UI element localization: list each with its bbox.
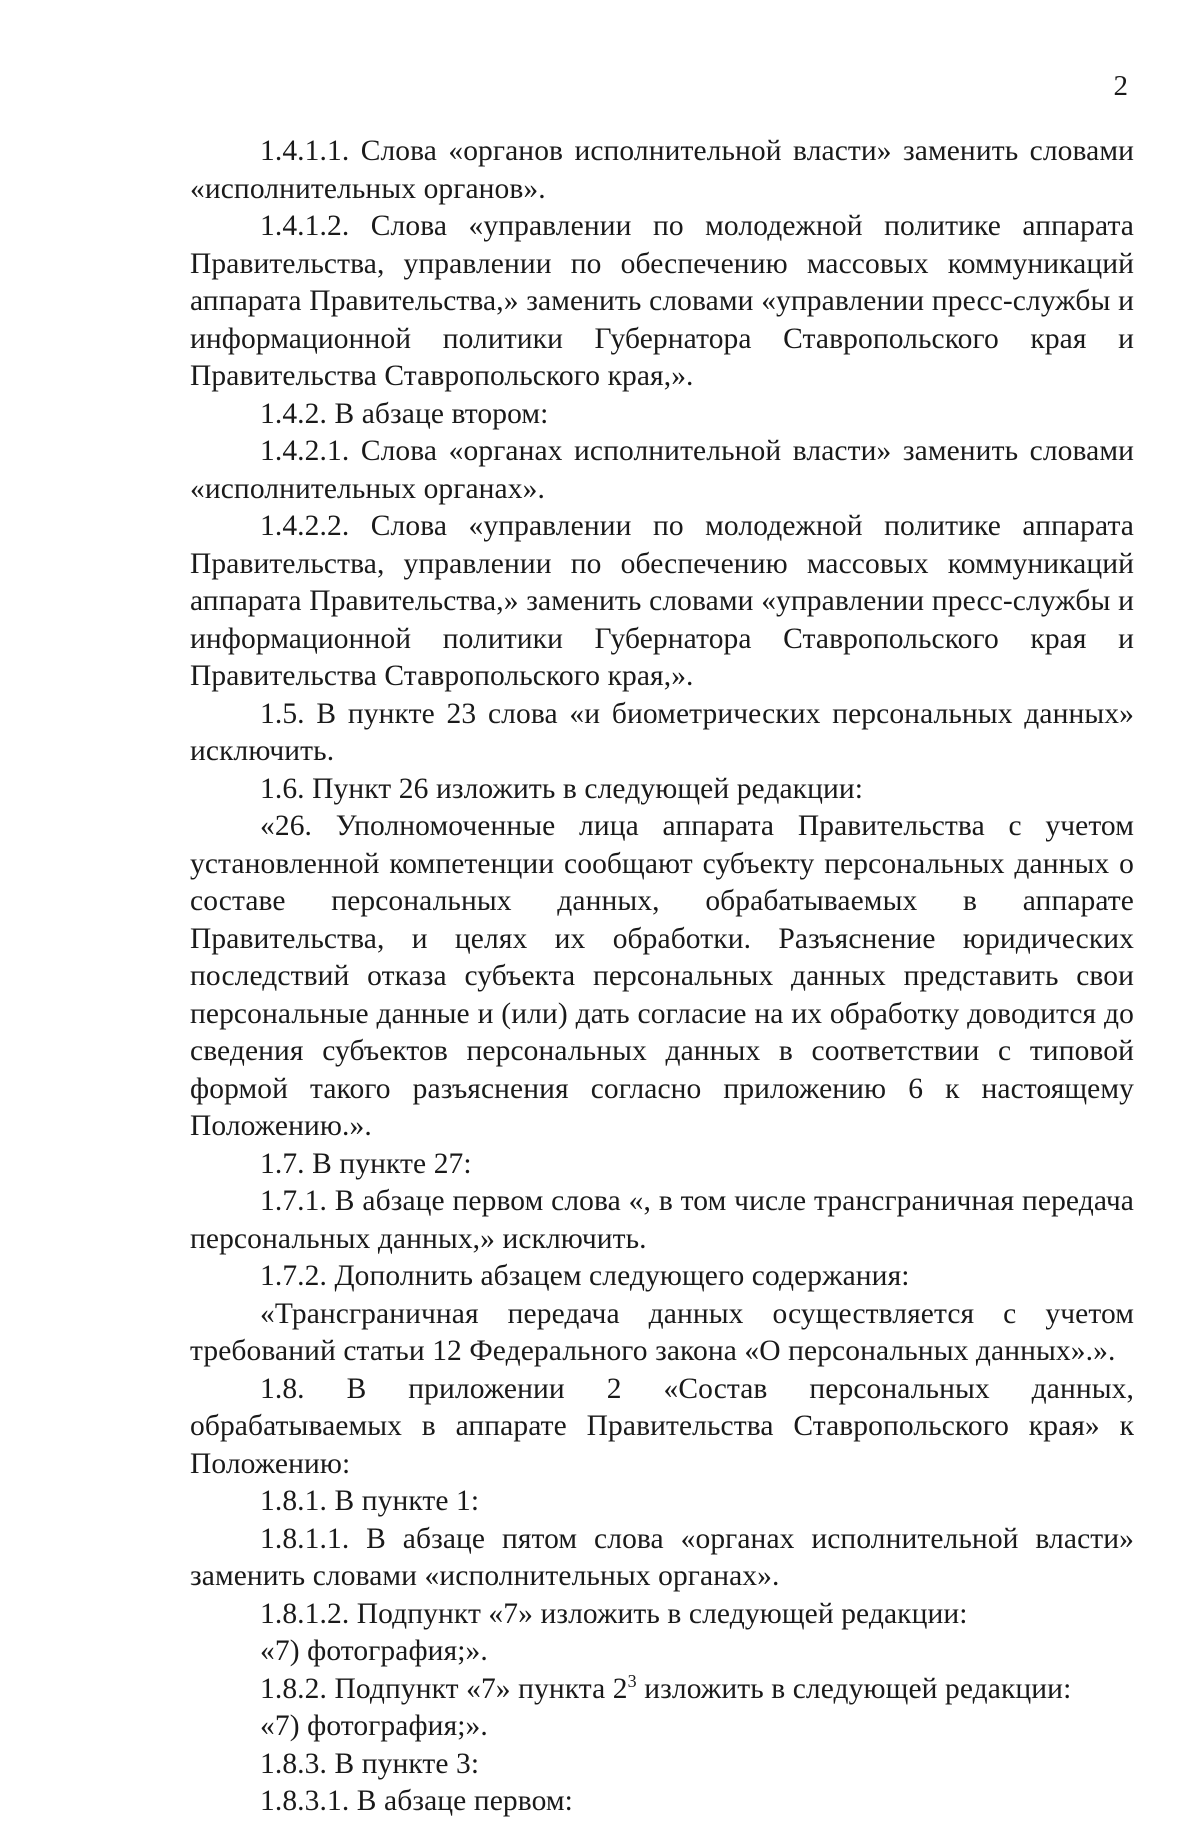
paragraph-1-4-1-1: 1.4.1.1. Слова «органов исполнительной власти» заменить словами «исполнительных органов». <box>190 135 1134 205</box>
paragraph-1-7-1: 1.7.1. В абзаце первом слова «, в том числе трансграничная передача персональных данных,» исключить. <box>190 1185 1134 1255</box>
page-number: 2 <box>1113 70 1128 102</box>
paragraph-1-8-3-1: 1.8.3.1. В абзаце первом: <box>260 1785 573 1817</box>
paragraph-1-8-1: 1.8.1. В пункте 1: <box>260 1485 480 1517</box>
document-body <box>190 133 1134 1821</box>
paragraph-1-8-3: 1.8.3. В пункте 3: <box>260 1747 480 1780</box>
paragraph-1-7-2: 1.7.2. Дополнить абзацем следующего содержания: <box>260 1260 910 1292</box>
paragraph-1-4-2-2: 1.4.2.2. Слова «управлении по молодежной политике аппарата Правительства, управлении по обеспечению массовых коммуникаций аппарата Правительства,» заменить словами «управлении пресс-службы и информационной политики Губернатора Ставропольского края и Правительства Ставропольского края,». <box>190 510 1134 692</box>
paragraph-1-8: 1.8. В приложении 2 «Состав персональных данных, обрабатываемых в аппарате Правительства Ставропольского края» к Положению: <box>190 1372 1134 1480</box>
paragraph-photo-quote-1: «7) фотография;». <box>260 1635 488 1667</box>
paragraph-1-4-2: 1.4.2. В абзаце втором: <box>260 397 549 430</box>
paragraph-1-8-2-text-before: 1.8.2. Подпункт «7» пункта 2 <box>260 1672 628 1705</box>
paragraph-1-8-2-text-after: изложить в следующей редакции: <box>636 1672 1072 1705</box>
paragraph-26-quote: «26. Уполномоченные лица аппарата Правительства с учетом установленной компетенции сообщают субъекту персональных данных о составе персональных данных, обрабатываемых в аппарате Правительства, и целях их обработки. Разъяснение юридических последствий отказа субъекта персональных данных представить свои персональные данные и (или) дать согласие на их обработку доводится до сведения субъектов персональных данных в соответствии с типовой формой такого разъяснения согласно приложению 6 к настоящему Положению.». <box>190 810 1134 1142</box>
paragraph-1-6: 1.6. Пункт 26 изложить в следующей редакции: <box>260 772 864 805</box>
paragraph-1-8-1-2: 1.8.1.2. Подпункт «7» изложить в следующей редакции: <box>260 1597 968 1630</box>
paragraph-photo-quote-2: «7) фотография;». <box>260 1710 488 1742</box>
paragraph-1-4-2-1: 1.4.2.1. Слова «органах исполнительной власти» заменить словами «исполнительных органах». <box>190 435 1134 505</box>
paragraph-1-4-1-2: 1.4.1.2. Слова «управлении по молодежной политике аппарата Правительства, управлении по обеспечению массовых коммуникаций аппарата Правительства,» заменить словами «управлении пресс-службы и информационной политики Губернатора Ставропольского края и Правительства Ставропольского края,». <box>190 210 1134 392</box>
paragraph-cross-border-quote: «Трансграничная передача данных осуществляется с учетом требований статьи 12 Федерального закона «О персональных данных».». <box>190 1297 1134 1367</box>
paragraph-1-5: 1.5. В пункте 23 слова «и биометрических персональных данных» исключить. <box>190 697 1134 767</box>
paragraph-1-7: 1.7. В пункте 27: <box>260 1147 472 1180</box>
paragraph-1-8-2 <box>190 1671 1134 1709</box>
paragraph-1-8-2-superscript: 3 <box>627 1670 637 1691</box>
paragraph-1-8-1-1: 1.8.1.1. В абзаце пятом слова «органах исполнительной власти» заменить словами «исполнительных органах». <box>190 1522 1134 1592</box>
